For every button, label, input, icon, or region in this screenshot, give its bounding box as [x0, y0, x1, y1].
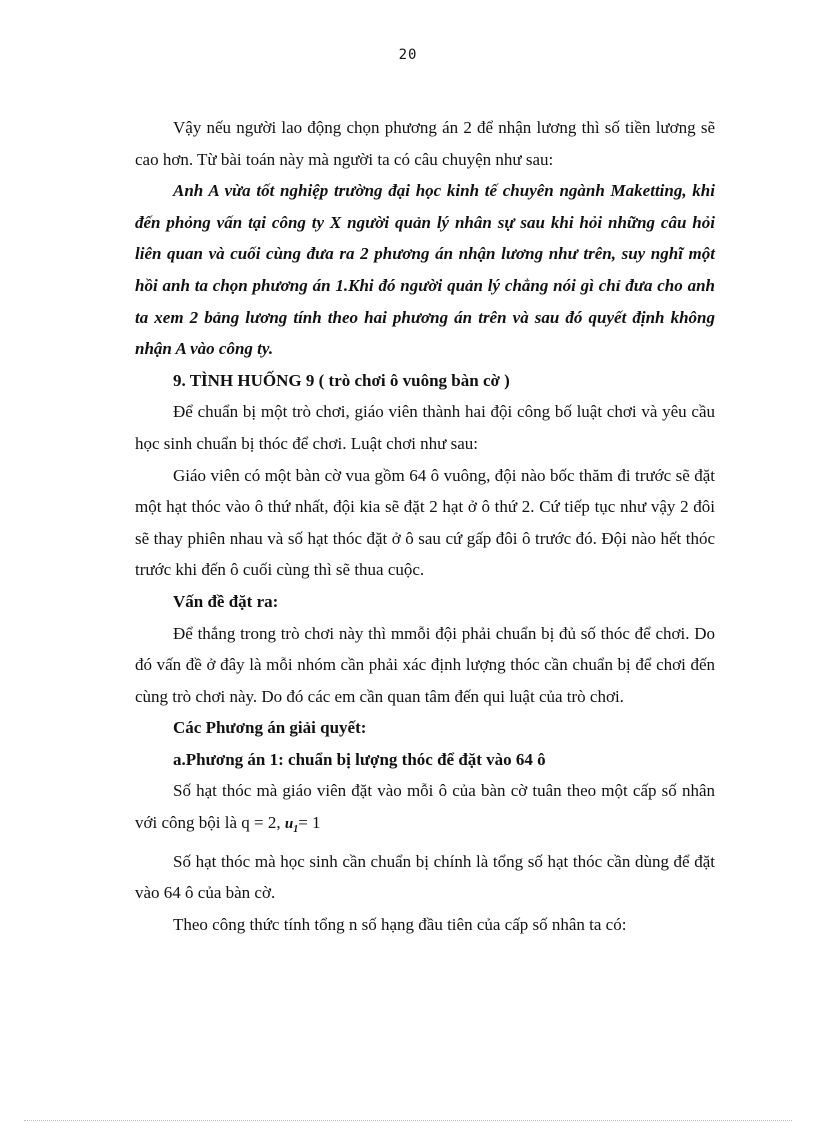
document-body [135, 112, 715, 940]
paragraph-problem: Để thắng trong trò chơi này thì mmỗi đội phải chuẩn bị đủ số thóc để chơi. Do đó vấn đề ở đây là mỗi nhóm cần phải xác định lượng thóc cần chuẩn bị để chơi đến cùng trò chơi này. Do đó các em cần quan tâm đến qui luật của trò chơi. [135, 623, 715, 706]
option-1-heading: a.Phương án 1: chuẩn bị lượng thóc để đặt vào 64 ô [173, 749, 546, 769]
u1-symbol [284, 816, 299, 836]
problem-heading: Vấn đề đặt ra: [173, 591, 279, 611]
u1-letter: u [284, 816, 294, 833]
paragraph-game-setup: Để chuẩn bị một trò chơi, giáo viên thành hai đội công bố luật chơi và yêu cầu học sinh chuẩn bị thóc để chơi. Luật chơi như sau: [135, 402, 715, 453]
situation-heading: 9. TÌNH HUỐNG 9 ( trò chơi ô vuông bàn cờ ) [173, 370, 510, 390]
paragraph-intro: Vậy nếu người lao động chọn phương án 2 để nhận lương thì số tiền lương sẽ cao hơn. Từ bài toán này mà người ta có câu chuyện như sau: [135, 118, 715, 169]
paragraph-geometric-sequence [135, 775, 715, 845]
page-bottom-divider [24, 1120, 792, 1121]
paragraph-game-rules: Giáo viên có một bàn cờ vua gồm 64 ô vuông, đội nào bốc thăm đi trước sẽ đặt một hạt thóc vào ô thứ nhất, đội kia sẽ đặt 2 hạt ở ô thứ 2. Cứ tiếp tục như vậy 2 đôi sẽ thay phiên nhau và số hạt thóc đặt ở ô sau cứ gấp đôi ô trước đó. Đội nào hết thóc trước khi đến ô cuối cùng thì sẽ thua cuộc. [135, 465, 715, 580]
solutions-heading: Các Phương án giải quyết: [173, 718, 367, 738]
paragraph-sum-formula-intro: Theo công thức tính tổng n số hạng đầu tiên của cấp số nhân ta có: [173, 914, 627, 934]
sequence-text: Số hạt thóc mà giáo viên đặt vào mỗi ô của bàn cờ tuân theo một cấp số nhân với công bội là q = 2, [135, 781, 715, 833]
u1-subscript: 1 [293, 824, 299, 836]
u1-value: = 1 [298, 813, 321, 833]
page-number: 20 [398, 47, 418, 63]
paragraph-total-grains: Số hạt thóc mà học sinh cần chuẩn bị chính là tổng số hạt thóc cần dùng để đặt vào 64 ô của bàn cờ. [135, 851, 715, 903]
story-paragraph: Anh A vừa tốt nghiệp trường đại học kinh tế chuyên ngành Maketting, khi đến phỏng vấn tại công ty X người quản lý nhân sự sau khi hỏi những câu hỏi liên quan và cuối cùng đưa ra 2 phương án nhận lương như trên, suy nghĩ một hồi anh ta chọn phương án 1.Khi đó người quản lý chẳng nói gì chỉ đưa cho anh ta xem 2 bảng lương tính theo hai phương án trên và sau đó quyết định không nhận A vào công ty. [135, 181, 715, 359]
